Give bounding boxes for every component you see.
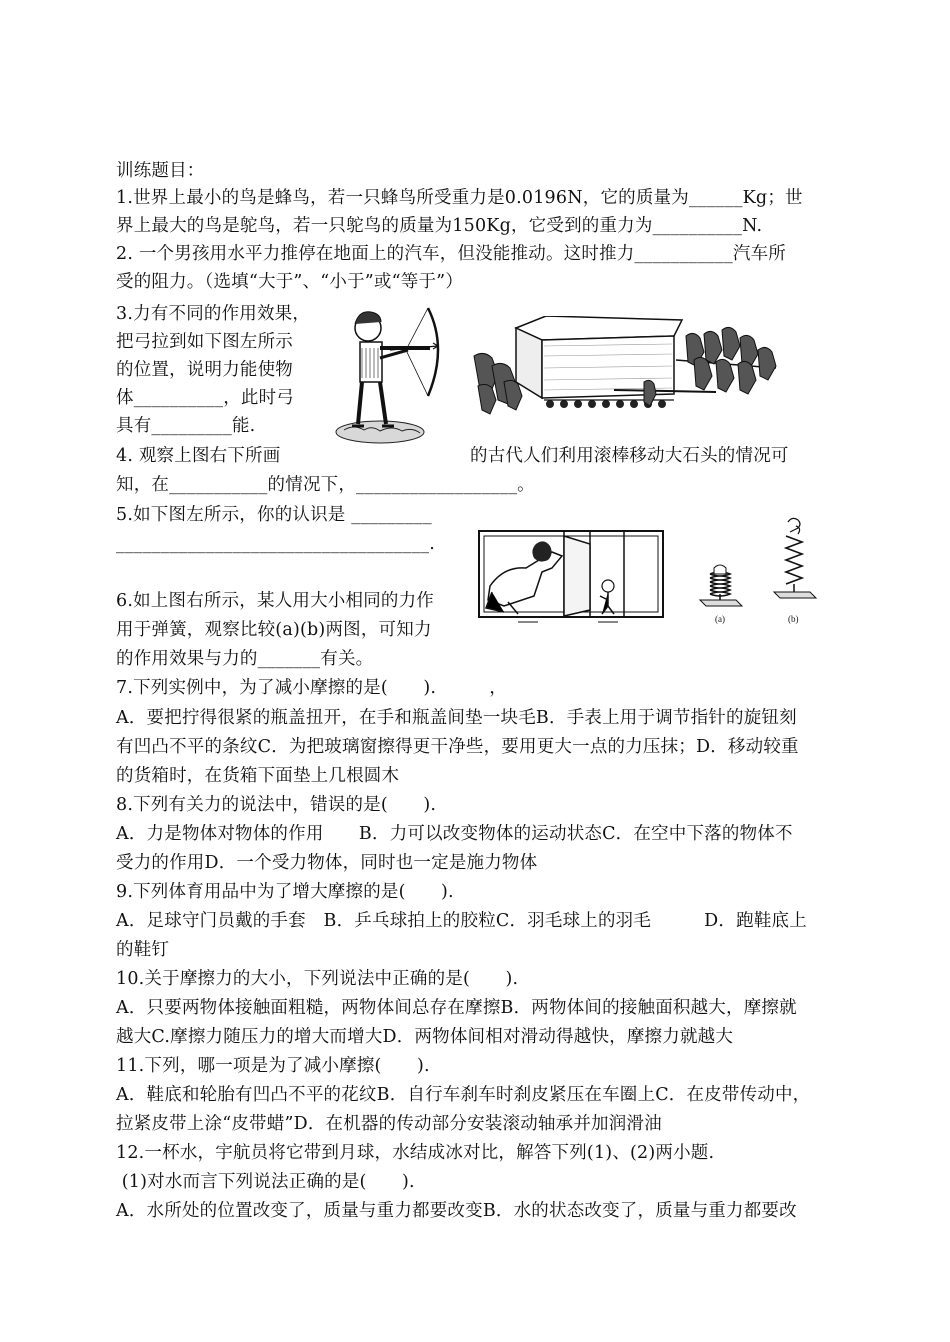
q2-line2: 受的阻力。（选填“大于”、“小于”或“等于”） <box>116 272 464 292</box>
q5-line1: 5.如下图左所示，你的认识是 _________ <box>116 505 432 525</box>
q2-line1: 2. 一个男孩用水平力推停在地面上的汽车，但没能推动。这时推力___________汽车所 <box>116 244 787 264</box>
q7-line3: 有凹凸不平的条纹C．为把玻璃窗擦得更干净些，要用更大一点的力压抹；D．移动较重 <box>116 737 799 757</box>
q10-line3: 越大C.摩擦力随压力的增大而增大D．两物体间相对滑动得越快，摩擦力就越大 <box>116 1027 734 1047</box>
spring-b-illustration <box>770 516 820 614</box>
spring-b-label: (b) <box>788 614 799 624</box>
q3-line5: 具有_________能. <box>116 416 256 436</box>
q7-line1: 7.下列实例中，为了减小摩擦的是( ). ， <box>116 678 507 698</box>
door-push-illustration <box>478 530 664 626</box>
archer-illustration <box>330 300 450 446</box>
q8-line2: A．力是物体对物体的作用 B．力可以改变物体的运动状态C．在空中下落的物体不 <box>116 824 793 844</box>
q11-line3: 拉紧皮带上涂“皮带蜡”D．在机器的传动部分安装滚动轴承并加润滑油 <box>116 1114 662 1134</box>
q12-line2: (1)对水而言下列说法正确的是( ). <box>116 1172 415 1192</box>
q9-line2: A．足球守门员戴的手套 B．乒乓球拍上的胶粒C．羽毛球上的羽毛 D．跑鞋底上 <box>116 911 807 931</box>
q12-line1: 12.一杯水，宇航员将它带到月球，水结成冰对比，解答下列(1)、(2)两小题. <box>116 1143 715 1163</box>
q9-line3: 的鞋钉 <box>116 940 170 960</box>
spring-a-illustration <box>696 560 746 622</box>
q8-line3: 受力的作用D．一个受力物体，同时也一定是施力物体 <box>116 853 538 873</box>
q12-line3: A．水所处的位置改变了，质量与重力都要改变B．水的状态改变了，质量与重力都要改 <box>116 1201 797 1221</box>
q10-line1: 10.关于摩擦力的大小，下列说法中正确的是( ). <box>116 969 519 989</box>
q7-line4: 的货箱时，在货箱下面垫上几根圆木 <box>116 766 400 786</box>
q4-line1a: 4. 观察上图右下所画 <box>116 446 281 466</box>
q3-line2: 把弓拉到如下图左所示 <box>116 332 293 352</box>
q6-line3: 的作用效果与力的_______有关。 <box>116 649 374 669</box>
stone-rollers-illustration <box>464 316 780 416</box>
q10-line2: A．只要两物体接触面粗糙，两物体间总存在摩擦B．两物体间的接触面积越大，摩擦就 <box>116 998 797 1018</box>
spring-a-label: (a) <box>715 614 725 624</box>
heading: 训练题目： <box>116 161 205 181</box>
q5-line2: ___________________________________. <box>116 534 436 554</box>
q3-line4: 体__________，此时弓 <box>116 388 294 408</box>
q6-line1: 6.如上图右所示，某人用大小相同的力作 <box>116 591 434 611</box>
q4-line1b: 的古代人们利用滚棒移动大石头的情况可 <box>470 446 789 466</box>
q11-line2: A．鞋底和轮胎有凹凸不平的花纹B．自行车刹车时刹皮紧压在车圈上C．在皮带传动中， <box>116 1085 811 1105</box>
q3-line3: 的位置，说明力能使物 <box>116 360 293 380</box>
q1-line1: 1.世界上最小的鸟是蜂鸟，若一只蜂鸟所受重力是0.0196N，它的质量为______Kg；世 <box>116 188 803 208</box>
q6-line2: 用于弹簧，观察比较(a)(b)两图，可知力 <box>116 620 432 640</box>
q9-line1: 9.下列体育用品中为了增大摩擦的是( ). <box>116 882 454 902</box>
q3-line1: 3.力有不同的作用效果， <box>116 304 311 324</box>
q7-line2: A．要把拧得很紧的瓶盖扭开，在手和瓶盖间垫一块毛B．手表上用于调节指针的旋钮刻 <box>116 708 797 728</box>
q1-line2: 界上最大的鸟是鸵鸟，若一只鸵鸟的质量为150Kg，它受到的重力为__________N. <box>116 216 763 236</box>
q4-line2: 知，在___________的情况下，__________________。 <box>116 475 535 495</box>
q8-line1: 8.下列有关力的说法中，错误的是( ). <box>116 795 437 815</box>
q11-line1: 11.下列，哪一项是为了减小摩擦( ). <box>116 1056 430 1076</box>
